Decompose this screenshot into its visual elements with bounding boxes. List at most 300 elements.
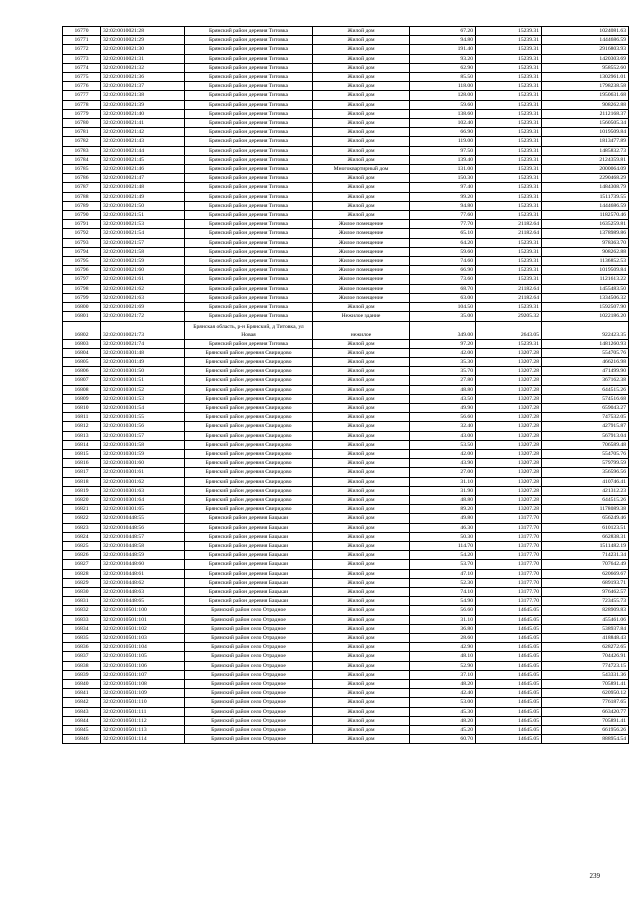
- row-number-cell: 16783: [63, 146, 101, 155]
- cadastral-value-cell: 2916803.93: [542, 45, 629, 54]
- cadastral-number-cell: 32:02:0010501:102: [101, 624, 185, 633]
- row-number-cell: 16778: [63, 100, 101, 109]
- cadastral-value-cell: 1635259.81: [542, 220, 629, 229]
- area-cell: 35.70: [410, 367, 476, 376]
- cadastral-number-cell: 32:02:0010501:100: [101, 606, 185, 615]
- address-cell: Брянский район деревня Титовка: [185, 27, 313, 36]
- address-cell: Брянский район село Отрадное: [185, 735, 313, 744]
- cadastral-value-cell: 628272.65: [542, 643, 629, 652]
- table-row: [63, 532, 629, 541]
- specific-value-cell: 14645.05: [476, 689, 542, 698]
- address-cell: Брянский район деревня Свиридово: [185, 459, 313, 468]
- address-cell: Брянский район деревня Титовка: [185, 82, 313, 91]
- cadastral-value-cell: 427915.87: [542, 422, 629, 431]
- cadastral-number-cell: 32:02:0010021:54: [101, 229, 185, 238]
- cadastral-value-cell: 908262.88: [542, 100, 629, 109]
- area-cell: 68.70: [410, 284, 476, 293]
- specific-value-cell: 15239.31: [476, 36, 542, 45]
- object-type-cell: Жилое помещение: [313, 238, 410, 247]
- specific-value-cell: 15239.31: [476, 100, 542, 109]
- row-number-cell: 16791: [63, 220, 101, 229]
- address-cell: Брянский район деревня Титовка: [185, 137, 313, 146]
- table-row: [63, 312, 629, 321]
- area-cell: 59.60: [410, 247, 476, 256]
- registry-table-container: [62, 26, 626, 744]
- row-number-cell: 16818: [63, 477, 101, 486]
- specific-value-cell: 21182.64: [476, 220, 542, 229]
- row-number-cell: 16827: [63, 560, 101, 569]
- address-cell: Брянский район деревня Титовка: [185, 247, 313, 256]
- cadastral-value-cell: 421312.23: [542, 486, 629, 495]
- table-row: [63, 91, 629, 100]
- cadastral-value-cell: 367162.38: [542, 376, 629, 385]
- table-row: [63, 587, 629, 596]
- table-row: [63, 726, 629, 735]
- table-row: [63, 303, 629, 312]
- object-type-cell: Жилой дом: [313, 339, 410, 348]
- cadastral-value-cell: 707642.49: [542, 560, 629, 569]
- row-number-cell: 16817: [63, 468, 101, 477]
- specific-value-cell: 14645.05: [476, 735, 542, 744]
- row-number-cell: 16794: [63, 247, 101, 256]
- table-row: [63, 146, 629, 155]
- page-number: 239: [589, 872, 600, 880]
- cadastral-number-cell: 32:02:0010501:109: [101, 689, 185, 698]
- table-row: [63, 201, 629, 210]
- address-cell: Брянский район деревня Титовка: [185, 220, 313, 229]
- area-cell: 85.50: [410, 73, 476, 82]
- specific-value-cell: 13207.28: [476, 477, 542, 486]
- cadastral-value-cell: 1592507.90: [542, 303, 629, 312]
- row-number-cell: 16811: [63, 413, 101, 422]
- object-type-cell: Жилой дом: [313, 119, 410, 128]
- object-type-cell: Жилой дом: [313, 394, 410, 403]
- table-row: [63, 652, 629, 661]
- cadastral-number-cell: 32:02:0010301:53: [101, 394, 185, 403]
- row-number-cell: 16780: [63, 119, 101, 128]
- area-cell: 97.50: [410, 146, 476, 155]
- row-number-cell: 16789: [63, 201, 101, 210]
- table-row: [63, 109, 629, 118]
- table-row: [63, 174, 629, 183]
- row-number-cell: 16833: [63, 615, 101, 624]
- row-number-cell: 16787: [63, 183, 101, 192]
- specific-value-cell: 13207.28: [476, 495, 542, 504]
- object-type-cell: Жилой дом: [313, 670, 410, 679]
- address-cell: Брянский район деревня Свиридово: [185, 385, 313, 394]
- address-cell: Брянский район деревня Титовка: [185, 339, 313, 348]
- object-type-cell: Жилой дом: [313, 100, 410, 109]
- object-type-cell: Жилой дом: [313, 624, 410, 633]
- object-type-cell: Жилой дом: [313, 63, 410, 72]
- cadastral-value-cell: 1178089.38: [542, 505, 629, 514]
- area-cell: 56.60: [410, 413, 476, 422]
- area-cell: 48.20: [410, 680, 476, 689]
- object-type-cell: Жилой дом: [313, 495, 410, 504]
- cadastral-number-cell: 32:02:0010301:60: [101, 459, 185, 468]
- row-number-cell: 16839: [63, 670, 101, 679]
- cadastral-number-cell: 32:02:0010021:73: [101, 321, 185, 339]
- address-cell: Брянский район деревня Свиридово: [185, 505, 313, 514]
- specific-value-cell: 13207.28: [476, 449, 542, 458]
- row-number-cell: 16802: [63, 321, 101, 339]
- cadastral-value-cell: 1019509.84: [542, 266, 629, 275]
- table-row: [63, 680, 629, 689]
- specific-value-cell: 14645.05: [476, 716, 542, 725]
- object-type-cell: Жилой дом: [313, 137, 410, 146]
- object-type-cell: Жилой дом: [313, 680, 410, 689]
- specific-value-cell: 13177.70: [476, 569, 542, 578]
- cadastral-number-cell: 32:02:0010301:51: [101, 376, 185, 385]
- table-row: [63, 459, 629, 468]
- cadastral-value-cell: 554705.76: [542, 348, 629, 357]
- cadastral-number-cell: 32:02:0010021:31: [101, 54, 185, 63]
- address-cell: Брянский район деревня Бацькаи: [185, 578, 313, 587]
- cadastral-number-cell: 32:02:0010021:72: [101, 312, 185, 321]
- address-cell: Брянский район деревня Титовка: [185, 238, 313, 247]
- row-number-cell: 16815: [63, 449, 101, 458]
- address-cell: Брянский район деревня Титовка: [185, 146, 313, 155]
- address-cell: Брянский район село Отрадное: [185, 670, 313, 679]
- cadastral-value-cell: 723455.73: [542, 597, 629, 606]
- table-row: [63, 735, 629, 744]
- specific-value-cell: 13207.28: [476, 348, 542, 357]
- registry-table-body: [63, 27, 629, 744]
- object-type-cell: Нежилое здание: [313, 312, 410, 321]
- cadastral-value-cell: 1511739.55: [542, 192, 629, 201]
- table-row: [63, 606, 629, 615]
- area-cell: 49.80: [410, 514, 476, 523]
- object-type-cell: Жилой дом: [313, 477, 410, 486]
- address-cell: Брянский район деревня Титовка: [185, 192, 313, 201]
- cadastral-number-cell: 32:02:0010301:52: [101, 385, 185, 394]
- address-cell: Брянский район село Отрадное: [185, 615, 313, 624]
- address-cell: Брянский район село Отрадное: [185, 606, 313, 615]
- table-row: [63, 257, 629, 266]
- area-cell: 77.70: [410, 220, 476, 229]
- table-row: [63, 192, 629, 201]
- cadastral-number-cell: 32:02:0010021:63: [101, 293, 185, 302]
- row-number-cell: 16804: [63, 348, 101, 357]
- object-type-cell: Жилой дом: [313, 716, 410, 725]
- cadastral-number-cell: 32:02:0010021:40: [101, 109, 185, 118]
- row-number-cell: 16809: [63, 394, 101, 403]
- object-type-cell: Жилой дом: [313, 726, 410, 735]
- row-number-cell: 16841: [63, 689, 101, 698]
- row-number-cell: 16837: [63, 652, 101, 661]
- area-cell: 42.00: [410, 348, 476, 357]
- cadastral-number-cell: 32:02:0010021:36: [101, 73, 185, 82]
- address-cell: Брянский район деревня Бацькаи: [185, 587, 313, 596]
- area-cell: 191.40: [410, 45, 476, 54]
- cadastral-number-cell: 32:02:0010021:46: [101, 165, 185, 174]
- row-number-cell: 16807: [63, 376, 101, 385]
- object-type-cell: Жилой дом: [313, 192, 410, 201]
- row-number-cell: 16782: [63, 137, 101, 146]
- specific-value-cell: 15239.31: [476, 54, 542, 63]
- area-cell: 28.60: [410, 634, 476, 643]
- specific-value-cell: 13177.70: [476, 541, 542, 550]
- area-cell: 62.90: [410, 63, 476, 72]
- cadastral-number-cell: 32:02:0010301:62: [101, 477, 185, 486]
- address-cell: Брянский район деревня Бацькаи: [185, 597, 313, 606]
- object-type-cell: Жилой дом: [313, 431, 410, 440]
- cadastral-number-cell: 32:02:0010021:53: [101, 220, 185, 229]
- table-row: [63, 137, 629, 146]
- cadastral-number-cell: 32:02:0010021:45: [101, 155, 185, 164]
- address-cell: Брянский район деревня Свиридово: [185, 477, 313, 486]
- object-type-cell: Жилой дом: [313, 146, 410, 155]
- table-row: [63, 413, 629, 422]
- address-cell: Брянский район деревня Свиридово: [185, 422, 313, 431]
- specific-value-cell: 29205.32: [476, 312, 542, 321]
- area-cell: 99.20: [410, 192, 476, 201]
- area-cell: 63.00: [410, 293, 476, 302]
- cadastral-value-cell: 466216.98: [542, 357, 629, 366]
- cadastral-number-cell: 32:02:0010301:59: [101, 449, 185, 458]
- area-cell: 54.90: [410, 597, 476, 606]
- cadastral-number-cell: 32:02:0010448:61: [101, 569, 185, 578]
- area-cell: 118.00: [410, 82, 476, 91]
- area-cell: 77.60: [410, 211, 476, 220]
- specific-value-cell: 13207.28: [476, 505, 542, 514]
- row-number-cell: 16829: [63, 578, 101, 587]
- table-row: [63, 689, 629, 698]
- address-cell: Брянский район деревня Свиридово: [185, 394, 313, 403]
- cadastral-number-cell: 32:02:0010021:57: [101, 238, 185, 247]
- cadastral-number-cell: 32:02:0010448:55: [101, 514, 185, 523]
- cadastral-value-cell: 1798238.58: [542, 82, 629, 91]
- cadastral-number-cell: 32:02:0010021:61: [101, 275, 185, 284]
- table-row: [63, 449, 629, 458]
- address-cell: Брянский район деревня Титовка: [185, 109, 313, 118]
- cadastral-value-cell: 662838.31: [542, 532, 629, 541]
- object-type-cell: Жилой дом: [313, 201, 410, 210]
- cadastral-number-cell: 32:02:0010021:69: [101, 303, 185, 312]
- table-row: [63, 523, 629, 532]
- cadastral-value-cell: 1019509.84: [542, 128, 629, 137]
- cadastral-number-cell: 32:02:0010501:111: [101, 707, 185, 716]
- object-type-cell: Жилой дом: [313, 505, 410, 514]
- cadastral-value-cell: 418848.43: [542, 634, 629, 643]
- object-type-cell: Жилой дом: [313, 183, 410, 192]
- specific-value-cell: 15239.31: [476, 27, 542, 36]
- address-cell: Брянский район село Отрадное: [185, 652, 313, 661]
- area-cell: 35.00: [410, 312, 476, 321]
- row-number-cell: 16808: [63, 385, 101, 394]
- area-cell: 64.20: [410, 238, 476, 247]
- table-row: [63, 165, 629, 174]
- cadastral-number-cell: 32:02:0010021:30: [101, 45, 185, 54]
- object-type-cell: Жилое помещение: [313, 293, 410, 302]
- area-cell: 94.80: [410, 201, 476, 210]
- area-cell: 31.10: [410, 615, 476, 624]
- object-type-cell: Жилой дом: [313, 27, 410, 36]
- object-type-cell: Жилой дом: [313, 348, 410, 357]
- object-type-cell: Жилой дом: [313, 569, 410, 578]
- specific-value-cell: 13177.70: [476, 578, 542, 587]
- address-cell: Брянская область, р-н Брянский, д Титовка, ул Новая: [185, 321, 313, 339]
- cadastral-number-cell: 32:02:0010501:114: [101, 735, 185, 744]
- table-row: [63, 275, 629, 284]
- table-row: [63, 440, 629, 449]
- object-type-cell: Жилой дом: [313, 606, 410, 615]
- area-cell: 27.00: [410, 468, 476, 477]
- table-row: [63, 597, 629, 606]
- area-cell: 138.60: [410, 109, 476, 118]
- cadastral-value-cell: 976462.57: [542, 587, 629, 596]
- cadastral-number-cell: 32:02:0010021:32: [101, 63, 185, 72]
- cadastral-value-cell: 1484308.79: [542, 183, 629, 192]
- specific-value-cell: 14645.05: [476, 624, 542, 633]
- row-number-cell: 16846: [63, 735, 101, 744]
- address-cell: Брянский район село Отрадное: [185, 643, 313, 652]
- address-cell: Брянский район деревня Титовка: [185, 211, 313, 220]
- row-number-cell: 16800: [63, 303, 101, 312]
- specific-value-cell: 13207.28: [476, 459, 542, 468]
- table-row: [63, 468, 629, 477]
- specific-value-cell: 15239.31: [476, 63, 542, 72]
- object-type-cell: Жилой дом: [313, 367, 410, 376]
- table-row: [63, 486, 629, 495]
- specific-value-cell: 15239.31: [476, 247, 542, 256]
- table-row: [63, 220, 629, 229]
- area-cell: 53.00: [410, 698, 476, 707]
- cadastral-value-cell: 2290468.29: [542, 174, 629, 183]
- specific-value-cell: 15239.31: [476, 257, 542, 266]
- address-cell: Брянский район деревня Титовка: [185, 63, 313, 72]
- area-cell: 97.40: [410, 183, 476, 192]
- object-type-cell: Жилой дом: [313, 174, 410, 183]
- cadastral-value-cell: 1182570.46: [542, 211, 629, 220]
- row-number-cell: 16816: [63, 459, 101, 468]
- specific-value-cell: 13207.28: [476, 385, 542, 394]
- address-cell: Брянский район деревня Бацькаи: [185, 532, 313, 541]
- table-row: [63, 569, 629, 578]
- specific-value-cell: 21182.64: [476, 284, 542, 293]
- area-cell: 119.00: [410, 137, 476, 146]
- cadastral-value-cell: 1024081.63: [542, 27, 629, 36]
- row-number-cell: 16788: [63, 192, 101, 201]
- address-cell: Брянский район деревня Свиридово: [185, 403, 313, 412]
- cadastral-number-cell: 32:02:0010448:65: [101, 597, 185, 606]
- table-row: [63, 698, 629, 707]
- cadastral-number-cell: 32:02:0010021:62: [101, 284, 185, 293]
- cadastral-value-cell: 705891.41: [542, 680, 629, 689]
- area-cell: 97.20: [410, 339, 476, 348]
- table-row: [63, 63, 629, 72]
- cadastral-value-cell: 1302961.01: [542, 73, 629, 82]
- specific-value-cell: 15239.31: [476, 137, 542, 146]
- cadastral-number-cell: 32:02:0010448:63: [101, 587, 185, 596]
- area-cell: 89.20: [410, 505, 476, 514]
- specific-value-cell: 13177.70: [476, 523, 542, 532]
- address-cell: Брянский район деревня Свиридово: [185, 348, 313, 357]
- cadastral-number-cell: 32:02:0010021:58: [101, 247, 185, 256]
- cadastral-value-cell: 2000064.09: [542, 165, 629, 174]
- cadastral-value-cell: 1455483.50: [542, 284, 629, 293]
- row-number-cell: 16775: [63, 73, 101, 82]
- row-number-cell: 16844: [63, 716, 101, 725]
- cadastral-number-cell: 32:02:0010301:63: [101, 486, 185, 495]
- area-cell: 32.40: [410, 422, 476, 431]
- row-number-cell: 16773: [63, 54, 101, 63]
- row-number-cell: 16793: [63, 238, 101, 247]
- specific-value-cell: 14645.05: [476, 652, 542, 661]
- row-number-cell: 16830: [63, 587, 101, 596]
- table-row: [63, 514, 629, 523]
- cadastral-number-cell: 32:02:0010021:48: [101, 183, 185, 192]
- cadastral-value-cell: 1560505.34: [542, 119, 629, 128]
- specific-value-cell: 21182.64: [476, 229, 542, 238]
- specific-value-cell: 14645.05: [476, 615, 542, 624]
- table-row: [63, 348, 629, 357]
- table-row: [63, 155, 629, 164]
- cadastral-number-cell: 32:02:0010021:74: [101, 339, 185, 348]
- cadastral-number-cell: 32:02:0010021:28: [101, 27, 185, 36]
- cadastral-value-cell: 978363.70: [542, 238, 629, 247]
- row-number-cell: 16806: [63, 367, 101, 376]
- address-cell: Брянский район село Отрадное: [185, 716, 313, 725]
- table-row: [63, 578, 629, 587]
- cadastral-number-cell: 32:02:0010301:49: [101, 357, 185, 366]
- area-cell: 48.80: [410, 385, 476, 394]
- table-row: [63, 36, 629, 45]
- object-type-cell: Жилой дом: [313, 385, 410, 394]
- cadastral-value-cell: 828909.83: [542, 606, 629, 615]
- row-number-cell: 16813: [63, 431, 101, 440]
- specific-value-cell: 14645.05: [476, 661, 542, 670]
- area-cell: 139.40: [410, 155, 476, 164]
- area-cell: 43.50: [410, 394, 476, 403]
- area-cell: 50.30: [410, 532, 476, 541]
- row-number-cell: 16774: [63, 63, 101, 72]
- object-type-cell: Жилой дом: [313, 459, 410, 468]
- area-cell: 46.30: [410, 523, 476, 532]
- object-type-cell: Жилой дом: [313, 376, 410, 385]
- row-number-cell: 16824: [63, 532, 101, 541]
- table-row: [63, 339, 629, 348]
- row-number-cell: 16836: [63, 643, 101, 652]
- cadastral-number-cell: 32:02:0010301:57: [101, 431, 185, 440]
- area-cell: 74.60: [410, 257, 476, 266]
- row-number-cell: 16845: [63, 726, 101, 735]
- table-row: [63, 229, 629, 238]
- table-row: [63, 385, 629, 394]
- cadastral-value-cell: 659043.27: [542, 403, 629, 412]
- cadastral-number-cell: 32:02:0010448:57: [101, 532, 185, 541]
- object-type-cell: Жилой дом: [313, 36, 410, 45]
- row-number-cell: 16803: [63, 339, 101, 348]
- object-type-cell: Жилой дом: [313, 54, 410, 63]
- object-type-cell: Жилой дом: [313, 698, 410, 707]
- address-cell: Брянский район деревня Свиридово: [185, 357, 313, 366]
- cadastral-number-cell: 32:02:0010021:43: [101, 137, 185, 146]
- specific-value-cell: 15239.31: [476, 174, 542, 183]
- cadastral-value-cell: 888954.54: [542, 735, 629, 744]
- area-cell: 93.20: [410, 54, 476, 63]
- object-type-cell: Жилое помещение: [313, 220, 410, 229]
- cadastral-number-cell: 32:02:0010021:37: [101, 82, 185, 91]
- table-row: [63, 247, 629, 256]
- row-number-cell: 16821: [63, 505, 101, 514]
- address-cell: Брянский район деревня Титовка: [185, 183, 313, 192]
- object-type-cell: Жилой дом: [313, 560, 410, 569]
- row-number-cell: 16835: [63, 634, 101, 643]
- address-cell: Брянский район село Отрадное: [185, 726, 313, 735]
- cadastral-value-cell: 1121613.22: [542, 275, 629, 284]
- object-type-cell: Жилой дом: [313, 45, 410, 54]
